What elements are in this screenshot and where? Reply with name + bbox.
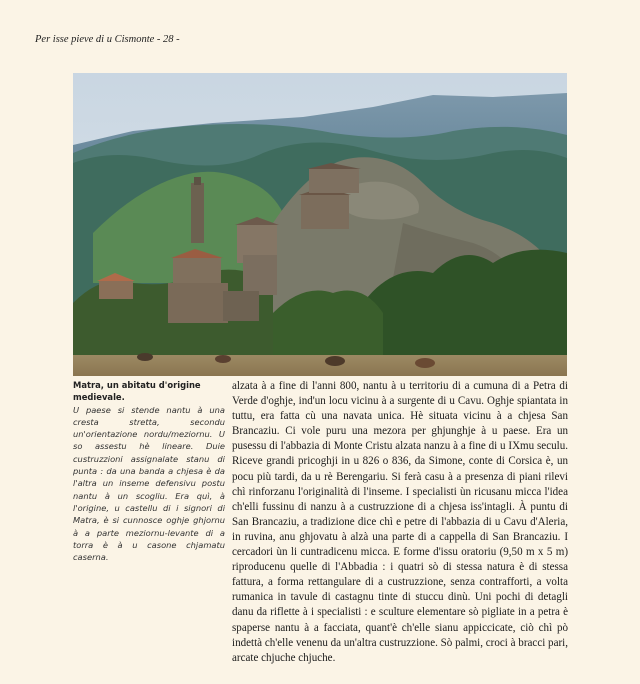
page-header: Per isse pieve di u Cismonte - 28 - [35,34,180,45]
village-photo [73,73,567,376]
caption-body: U paese si stende nantu à una cresta stretta, secondu un'orientazione nordu/meziornu. U so assestu hè lineare. Duie custruzzioni assignalate stanu di punta : da una banda a chjesa è da l'altra un inseme defensivu postu nantu à un scogliu. Era quì, à l'origine, u castellu di i signori di Matra, è si cunnosce oghje ghjornu à a parte meziornu-levante di a torra è à u casone chjamatu caserna. [73,404,225,563]
village-photo-illustration [73,73,567,376]
article-text: alzata à a fine di l'anni 800, nantu à u territoriu di a cumuna di a Petra di Verde d'oghje, ind'un locu vicinu à a surgente di u Cavu. Oghje spiantata in tuttu, era fatta cù una navata unica. Hè situata vicinu à a chjesa San Brancaziu. Ci vole puru una mezora per ghjunghje à u paese. Era un pusessu di l'abbazia di Monte Cristu alzata nanzu à a fine di u IXmu seculu. Riceve grandi pricoghji in u 826 o 836, da Simone, conte di Corsica è, un pocu più tardi, da u rè Berengariu. Si ferà casu à a presenza di piani rilevi chì rinforzanu l'originalità di l'inseme. I specialisti ùn ricusanu micca l'idea ch'elli fussinu di nanzu à a custruzzione di a chjesa iss'intagli. À puntu di San Brancaziu, a tradizione dice chì e petre di l'abbazia di u Cavu d'Aleria, in ruvina, anu ghjovatu à alzà una parte di a cappella di San Brancaziu. I cercadori ùn li cuntradicenu micca. E forme d'issu oratoriu (9,50 m x 5 m) riproducenu quelle di l'Abbadia : i quatri sò di stessa natura è di stessa fattura, a forma rettangulare di a custruzzione, senza contrafforti, a volta rumanica in tavule di castagnu tinte di stuccu dinù. Uni pochi di detagli danu da riflette à i specialisti : e sculture elementare sò pigliate in a petra è spaperse nantu à a facciata, quant'è ch'elle sianu appiccicate, ciò chì pò indettà ch'elle venenu da un'altra custruzzione. Sò palmi, croci à bracci pari, arcate chjuche chjuche. [232,380,568,664]
caption-title: Matra, un abitatu d'origine medievale. [73,380,201,403]
photo-caption [73,379,225,563]
